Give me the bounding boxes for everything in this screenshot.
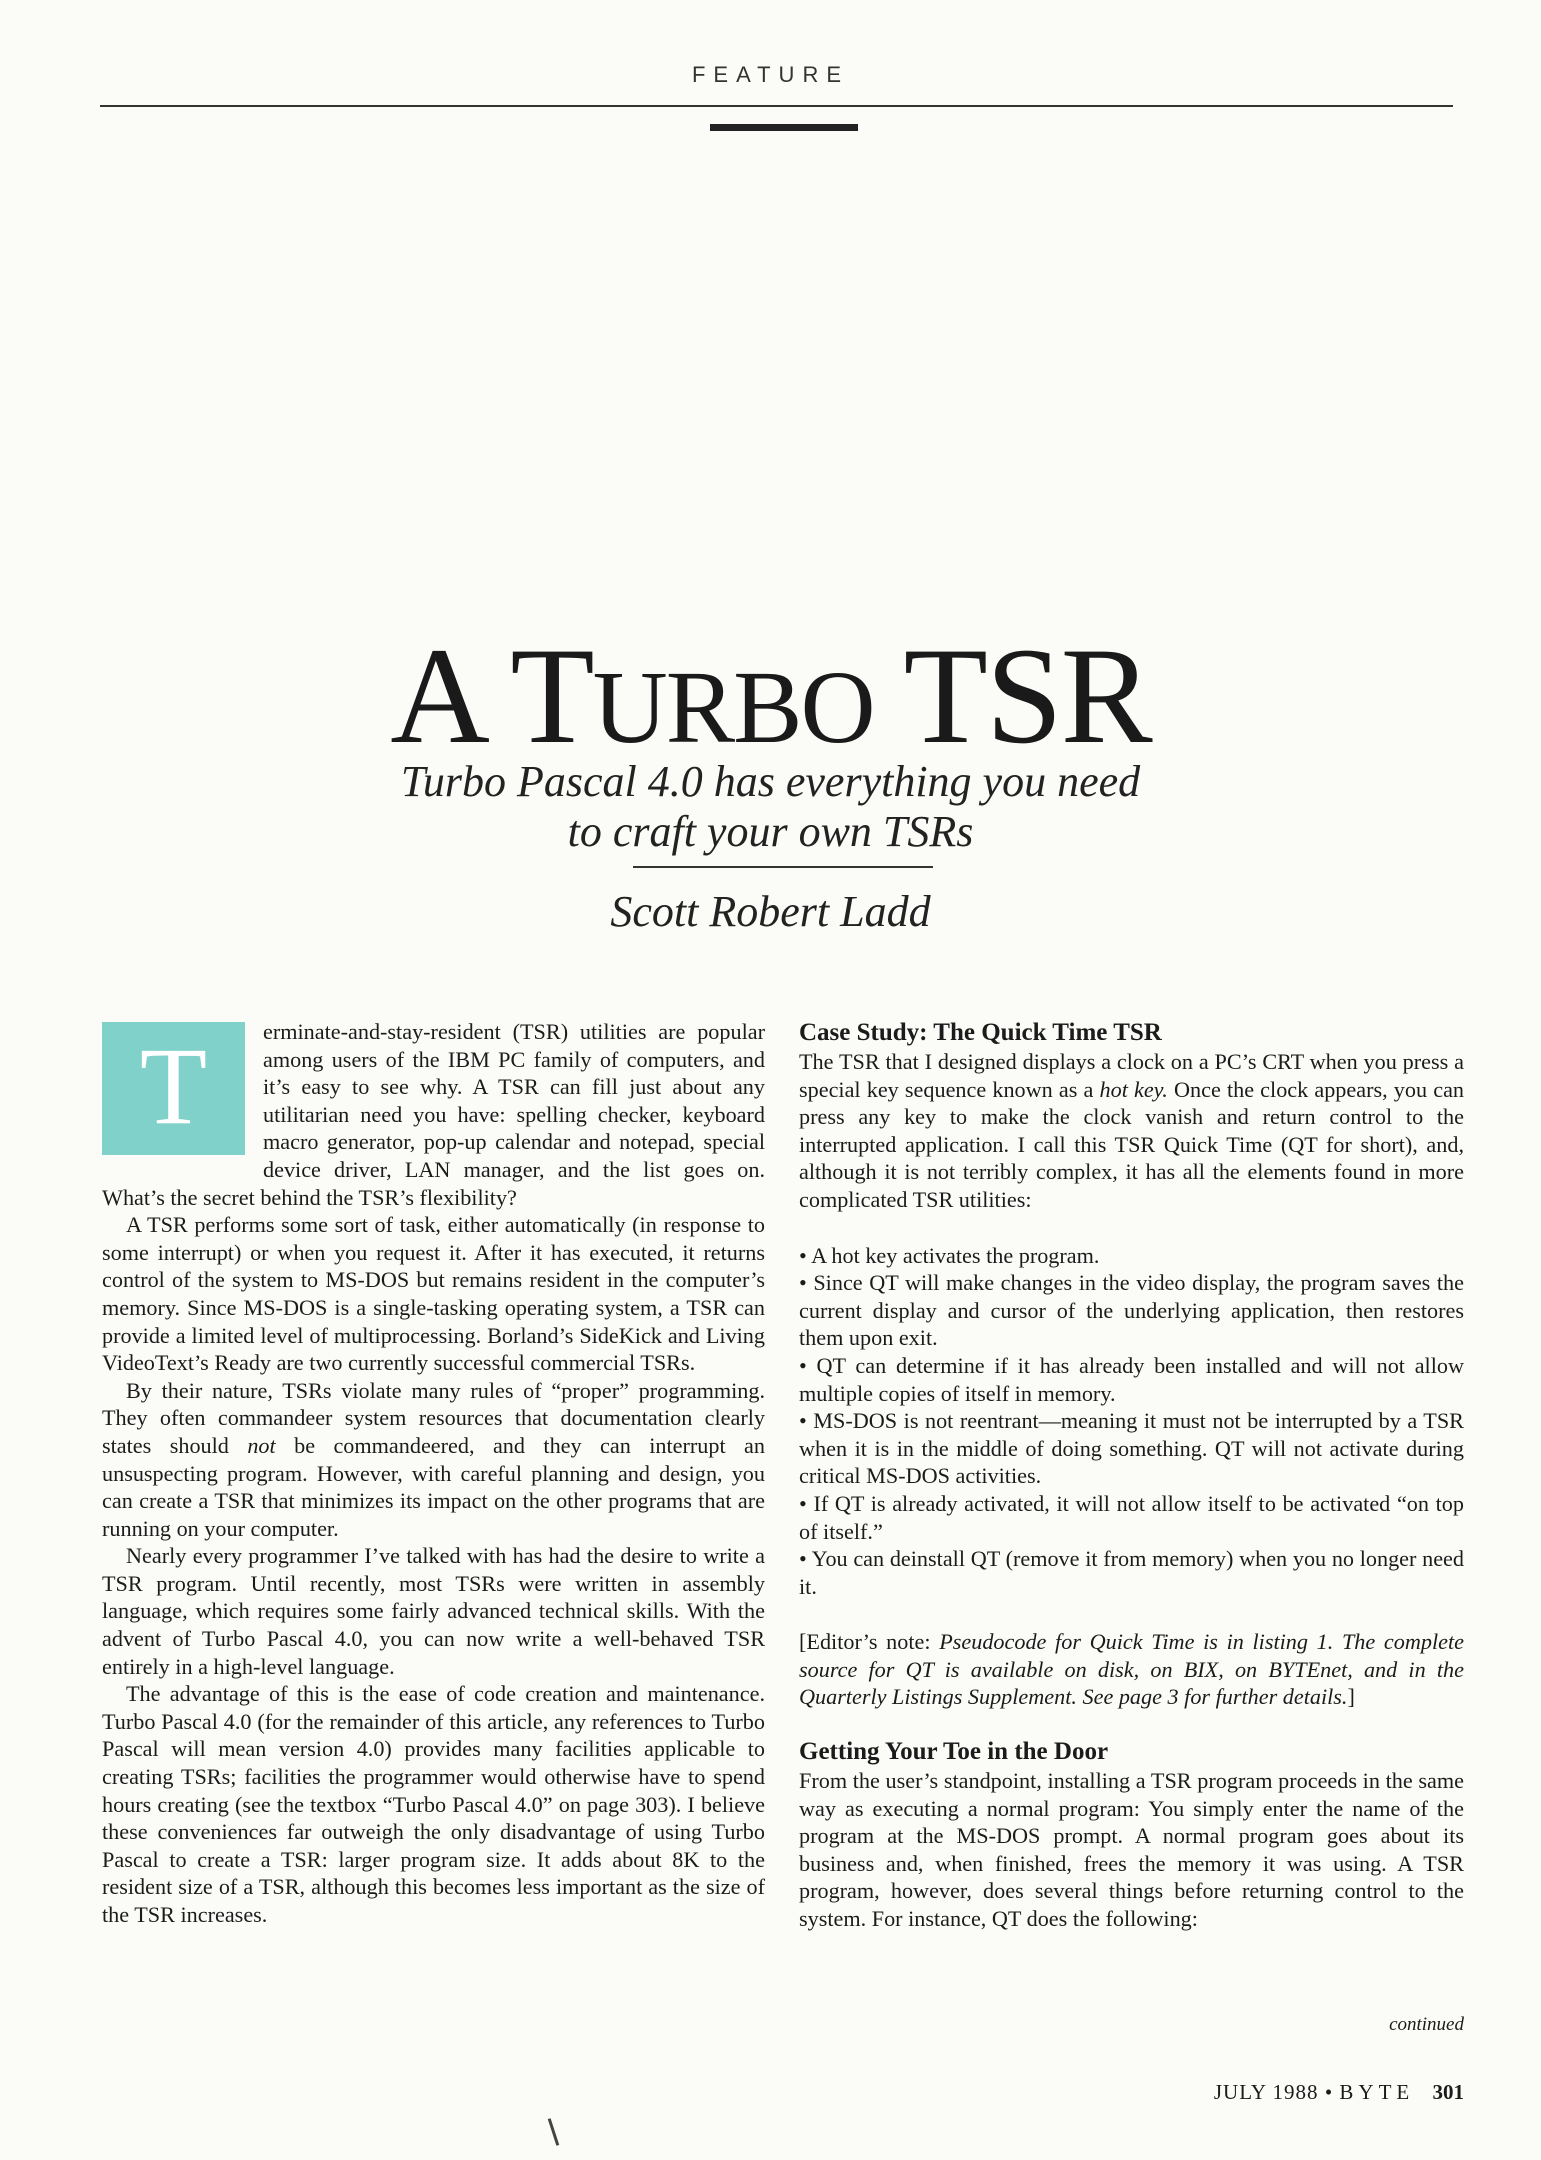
scan-mark <box>548 2118 560 2146</box>
paragraph: The advantage of this is the ease of code creation and maintenance. Turbo Pascal 4.0 (for the remainder of this article, any references to Turbo Pascal will mean version 4.0) provides many facilities applicable to creating TSRs; facilities the programmer would otherwise have to spend hours creating (see the textbox “Turbo Pascal 4.0” on page 303). I believe these conveniences far outweigh the only disadvantage of using Turbo Pascal to create a TSR: larger program size. It adds about 8K to the resident size of a TSR, although this becomes less important as the size of the TSR increases. <box>102 1681 765 1927</box>
list-item: • QT can determine if it has already been installed and will not allow multiple copies of itself in memory. <box>799 1352 1464 1406</box>
paragraph: From the user’s standpoint, installing a TSR program proceeds in the same way as executing a normal program: You simply enter the name of the program at the MS-DOS prompt. A normal program goes about its business and, when finished, frees the memory it was using. A TSR program, however, does several things before returning control to the system. For instance, QT does the following: <box>799 1768 1464 1932</box>
text-run: [Editor’s note: <box>799 1629 940 1655</box>
paragraph: A TSR performs some sort of task, either automatically (in response to some interrupt) or when you request it. After it has executed, it returns control of the system to MS-DOS but remains resident in the computer’s memory. Since MS-DOS is a single-tasking operating system, a TSR can provide a limited level of multiprocessing. Borland’s SideKick and Living VideoText’s Ready are two currently successful commercial TSRs. <box>102 1212 765 1376</box>
bullet-list <box>799 1242 1464 1601</box>
list-item: • A hot key activates the program. <box>799 1242 1100 1268</box>
continued-label: continued <box>1389 2014 1464 2035</box>
article-title <box>0 619 1541 773</box>
author-byline: Scott Robert Ladd <box>610 887 931 936</box>
editors-note <box>799 1628 1464 1711</box>
intro-paragraph <box>102 1018 765 1211</box>
list-item: • If QT is already activated, it will not allow itself to be activated “on top of itself.” <box>799 1490 1464 1544</box>
magazine-name: BYTE <box>1339 2080 1415 2104</box>
footer-separator: • <box>1324 2080 1334 2104</box>
text-run: The TSR that I designed displays a clock on a PC’s CRT when you press a special key sequence known as a <box>799 1049 1464 1102</box>
emphasis: hot key. <box>1099 1076 1168 1102</box>
emphasis: Pseudocode for Quick Time is in listing 1. The complete source for QT is available on disk, on BIX, on BYTEnet, and in the Quarterly Listings Supplement. See page 3 for further details. <box>799 1629 1464 1710</box>
header-accent-bar <box>710 124 858 131</box>
title-letter-t: T <box>510 619 593 773</box>
section-heading: Getting Your Toe in the Door <box>799 1738 1109 1766</box>
drop-cap: T <box>102 1022 245 1155</box>
text-run: By their nature, TSRs violate many rules of “proper” programming. They often commandeer system resources that documentation clearly states should <box>102 1377 765 1458</box>
header-rule <box>100 105 1453 107</box>
subtitle-rule <box>633 866 933 868</box>
text-run: Once the clock appears, you can press any key to make the clock vanish and return control to the interrupted application. I call this TSR Quick Time (QT for short), and, although it is not terribly complex, it has all the elements found in more complicated TSR utilities: <box>799 1076 1465 1212</box>
page-footer <box>1100 2080 1464 2105</box>
emphasis: not <box>247 1432 276 1458</box>
section-heading: Case Study: The Quick Time TSR <box>799 1019 1162 1046</box>
subtitle-line-2: to craft your own TSRs <box>567 807 974 856</box>
article-subtitle <box>300 757 1241 857</box>
title-letter-a: A <box>390 619 481 773</box>
subtitle-line-1: Turbo Pascal 4.0 has everything you need <box>400 757 1141 806</box>
title-small-caps: URBO <box>592 650 874 766</box>
intro-text: erminate-and-stay-resident (TSR) utilities are popular among users of the IBM PC family of computers, and it’s easy to see why. A TSR can fill just about any utilitarian need you have: spelling checker, keyboard macro generator, pop-up calendar and notepad, special device driver, LAN manager, and the list goes on. What’s the secret behind the TSR’s flexibility? <box>102 1019 765 1210</box>
page-number: 301 <box>1432 2080 1464 2104</box>
left-column <box>102 1018 765 1929</box>
section-label: FEATURE <box>691 62 850 87</box>
list-item: • Since QT will make changes in the video display, the program saves the current display and cursor of the underlying application, then restores them upon exit. <box>799 1270 1464 1351</box>
right-column <box>799 1018 1464 1933</box>
paragraph <box>102 1377 765 1543</box>
text-run: ] <box>1347 1684 1355 1710</box>
list-item: • You can deinstall QT (remove it from memory) when you no longer need it. <box>799 1546 1464 1599</box>
paragraph: Nearly every programmer I’ve talked with has had the desire to write a TSR program. Until recently, most TSRs were written in assembly language, which requires some fairly advanced technical skills. With the advent of Turbo Pascal 4.0, you can now write a well-behaved TSR entirely in a high-level language. <box>102 1543 765 1679</box>
title-tsr: TSR <box>903 619 1151 773</box>
list-item: • MS-DOS is not reentrant—meaning it must not be interrupted by a TSR when it is in the middle of doing something. QT will not activate during critical MS-DOS activities. <box>799 1408 1464 1489</box>
issue-date: JULY 1988 <box>1213 2080 1319 2104</box>
paragraph <box>799 1048 1464 1214</box>
text-run: be commandeered, and they can interrupt an unsuspecting program. However, with careful planning and design, you can create a TSR that minimizes its impact on the other programs that are running on your computer. <box>102 1432 765 1541</box>
